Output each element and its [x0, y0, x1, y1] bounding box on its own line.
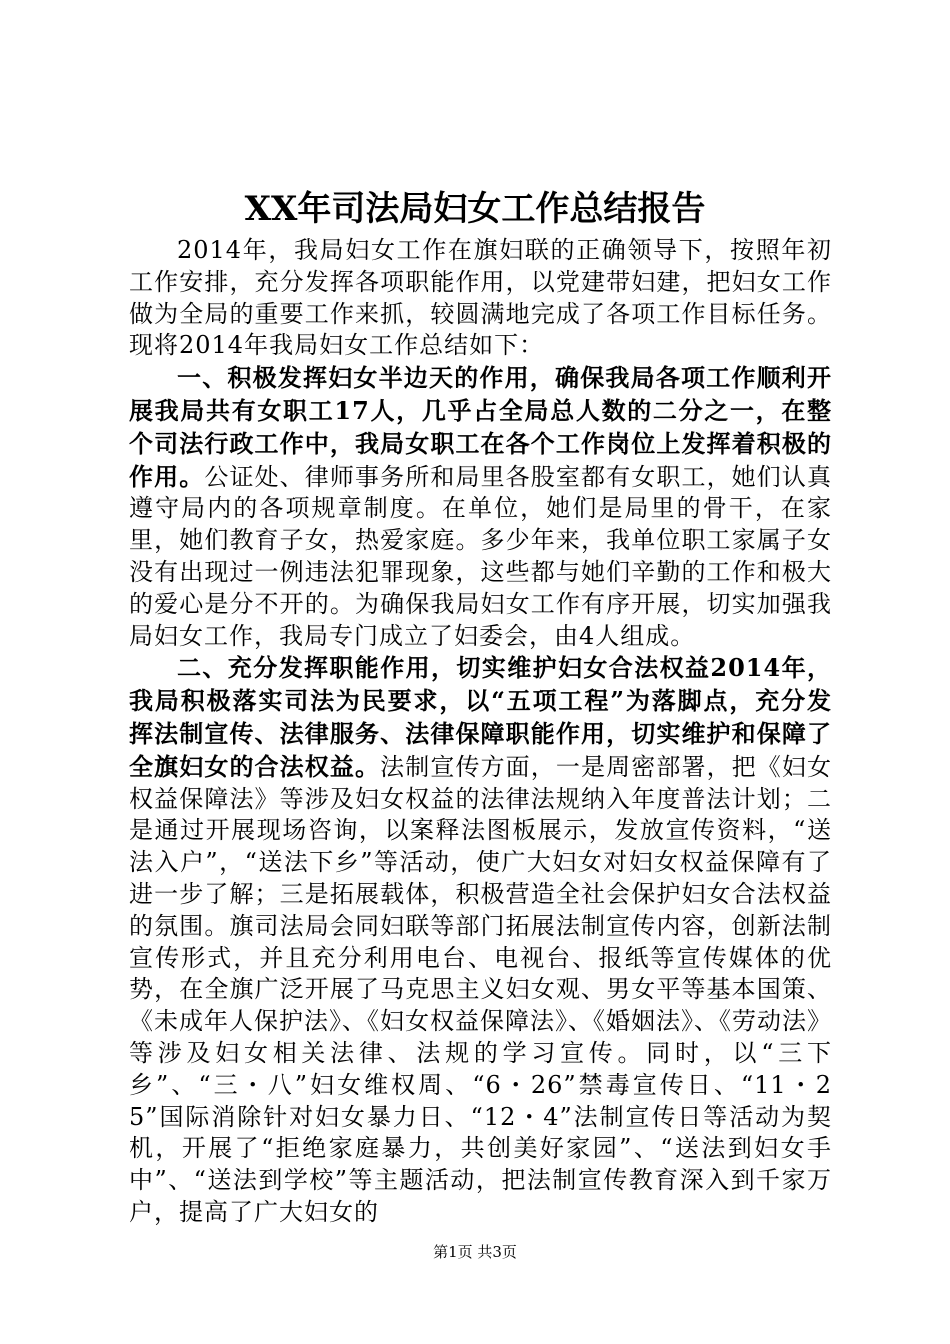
paragraph-text: 法制宣传方面，一是周密部署，把《妇女权益保障法》等涉及妇女权益的法律法规纳入年度普法计划；二是通过开展现场咨询，以案释法图板展示，发放宣传资料，“送法入户”，“送法下乡”等活动，使广大妇女对妇女权益保障有了进一步了解；三是拓展载体，积极营造全社会保护妇女合法权益的氛围。旗司法局会同妇联等部门拓展法制宣传内容，创新法制宣传形式，并且充分利用电台、电视台、报纸等宣传媒体的优势，在全旗广泛开展了马克思主义妇女观、男女平等基本国策、《未成年人保护法》、《妇女权益保障法》、《婚姻法》、《劳动法》等涉及妇女相关法律、法规的学习宣传。同时，以“三下乡”、“三・八”妇女维权周、“6・26”禁毒宣传日、“11・25”国际消除针对妇女暴力日、“12・4”法制宣传日等活动为契机，开展了“拒绝家庭暴力，共创美好家园”、“送法到妇女手中”、“送法到学校”等主题活动，把法制宣传教育深入到千家万户，提高了广大妇女的	[129, 752, 833, 1226]
paragraph-lead: 一、积极发挥妇女半边天的作用，确保我局各项工作顺利开展我局共有女职工17人，几乎占全局总人数的二分之一，在整个司法行政工作中，我局女职工在各个工作岗位上发挥着积极的作用。	[129, 363, 832, 491]
page-footer: 第1页 共3页	[433, 1243, 517, 1261]
paragraph-text: 公证处、律师事务所和局里各股室都有女职工，她们认真遵守局内的各项规章制度。在单位，她们是局里的骨干，在家里，她们教育子女，热爱家庭。多少年来，我单位职工家属子女没有出现过一例违法犯罪现象，这些都与她们辛勤的工作和极大的爱心是分不开的。为确保我局妇女工作有序开展，切实加强我局妇女工作，我局专门成立了妇委会，由4人组成。	[129, 462, 833, 650]
document-body	[129, 234, 832, 1229]
paragraph-lead: 二、充分发挥职能作用，切实维护妇女合法权益2014年，我局积极落实司法为民要求，以“五项工程”为落脚点，充分发挥法制宣传、法律服务、法律保障职能作用，切实维护和保障了全旗妇女的合法权益。	[129, 653, 832, 781]
paragraph-text: 2014年，我局妇女工作在旗妇联的正确领导下，按照年初工作安排，充分发挥各项职能作用，以党建带妇建，把妇女工作做为全局的重要工作来抓，较圆满地完成了各项工作目标任务。现将2014年我局妇女工作总结如下：	[129, 236, 832, 360]
document-title: XX年司法局妇女工作总结报告	[244, 189, 706, 229]
paragraph-intro	[129, 234, 832, 362]
paragraph-section-2	[129, 652, 832, 1228]
paragraph-section-1	[129, 362, 832, 652]
